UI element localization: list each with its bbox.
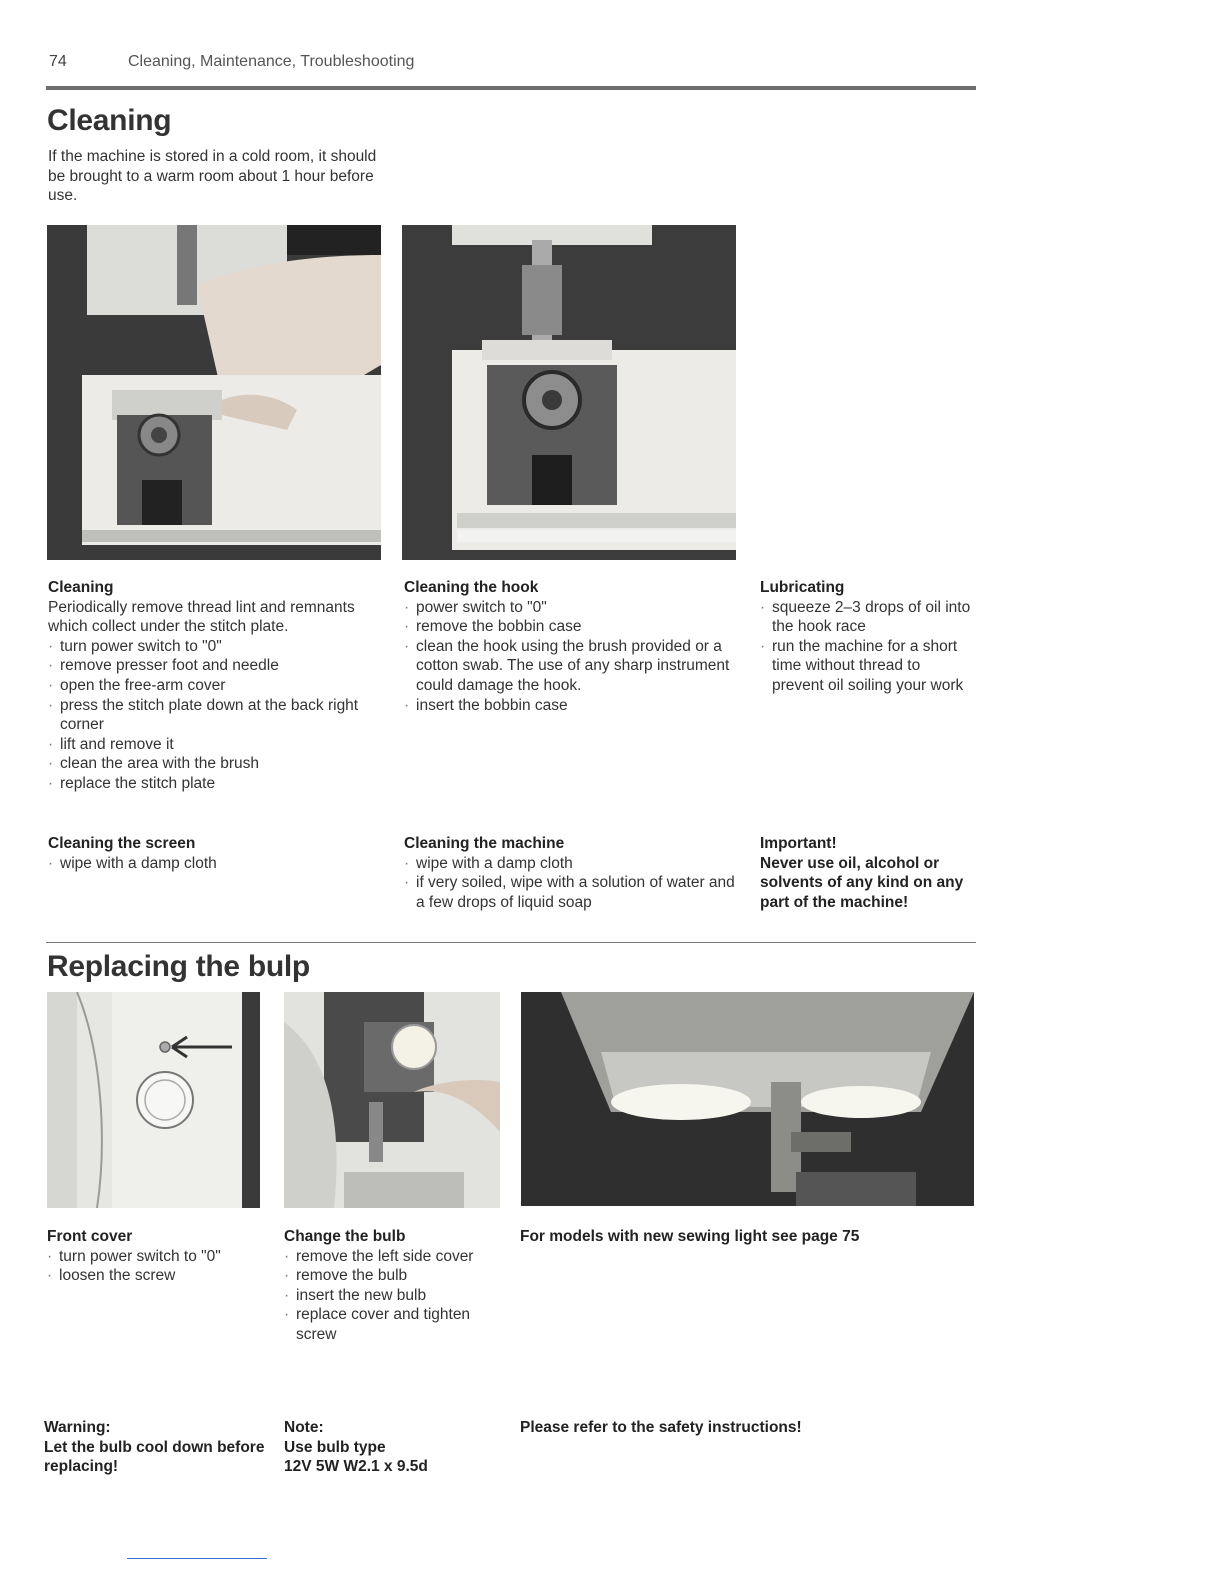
list-item: · turn power switch to "0": [47, 1247, 272, 1267]
cleaning-heading: Cleaning: [47, 104, 172, 137]
machine-block-title: Cleaning the machine: [404, 835, 565, 852]
list-item: · remove the bulb: [284, 1266, 509, 1286]
list-item: · loosen the screw: [47, 1266, 272, 1286]
screen-block-title: Cleaning the screen: [48, 835, 196, 852]
list-item: · turn power switch to "0": [48, 637, 383, 657]
note-block: [284, 1418, 509, 1477]
list-item: · insert the new bulb: [284, 1286, 509, 1306]
page-number: 74: [49, 53, 67, 70]
photo-hook-area: [402, 225, 736, 560]
list-item: · replace cover and tighten screw: [284, 1305, 509, 1344]
list-item: · insert the bobbin case: [404, 696, 744, 716]
cleaning-block-title: Cleaning: [48, 579, 114, 596]
photo-sewing-light: [521, 992, 974, 1206]
list-item: · power switch to "0": [404, 598, 744, 618]
section-divider: [46, 942, 976, 943]
hook-block-title: Cleaning the hook: [404, 579, 539, 596]
note-line1: Use bulb type: [284, 1438, 386, 1456]
screen-block: [48, 834, 383, 873]
important-text: Never use oil, alcohol or solvents of any kind on any part of the machine!: [760, 854, 964, 911]
list-item: · clean the area with the brush: [48, 754, 383, 774]
note-title: Note:: [284, 1419, 324, 1436]
photo-change-bulb: [284, 992, 500, 1208]
header-rule: [46, 86, 976, 90]
safety-note: Please refer to the safety instructions!: [520, 1419, 802, 1436]
change-bulb-block: [284, 1227, 509, 1345]
new-light-note: For models with new sewing light see page 75: [520, 1228, 860, 1245]
important-title: Important!: [760, 835, 837, 852]
hook-block: [404, 578, 744, 715]
list-item: · run the machine for a short time without thread to prevent oil soiling your work: [760, 637, 975, 696]
list-item: · squeeze 2–3 drops of oil into the hook race: [760, 598, 975, 637]
list-item: · remove presser foot and needle: [48, 656, 383, 676]
list-item: · lift and remove it: [48, 735, 383, 755]
list-item: · wipe with a damp cloth: [48, 854, 383, 874]
list-item: · if very soiled, wipe with a solution of water and a few drops of liquid soap: [404, 873, 744, 912]
list-item: · open the free-arm cover: [48, 676, 383, 696]
list-item: · press the stitch plate down at the back right corner: [48, 696, 383, 735]
warning-title: Warning:: [44, 1419, 111, 1436]
cleaning-block-text: Periodically remove thread lint and remnants which collect under the stitch plate.: [48, 598, 355, 636]
list-item: · clean the hook using the brush provided or a cotton swab. The use of any sharp instrument could damage the hook.: [404, 637, 744, 696]
bulb-heading: Replacing the bulp: [47, 950, 310, 983]
list-item: · replace the stitch plate: [48, 774, 383, 794]
photo-stitch-plate-removal: [47, 225, 381, 560]
footer-line: [127, 1558, 267, 1559]
note-line2: 12V 5W W2.1 x 9.5d: [284, 1458, 428, 1476]
lubricating-block-title: Lubricating: [760, 579, 845, 596]
list-item: · remove the bobbin case: [404, 617, 744, 637]
photo-front-cover-screw: [47, 992, 260, 1208]
warning-block: [44, 1418, 269, 1477]
machine-block: [404, 834, 744, 912]
cleaning-block: [48, 578, 383, 794]
important-block: [760, 834, 980, 912]
warning-text: Let the bulb cool down before replacing!: [44, 1438, 265, 1476]
cleaning-intro: If the machine is stored in a cold room, it should be brought to a warm room about 1 hour before use.: [48, 148, 377, 205]
lubricating-block: [760, 578, 975, 696]
section-title: Cleaning, Maintenance, Troubleshooting: [128, 53, 415, 70]
list-item: · remove the left side cover: [284, 1247, 509, 1267]
front-cover-block: [47, 1227, 272, 1286]
change-bulb-title: Change the bulb: [284, 1228, 406, 1245]
front-cover-title: Front cover: [47, 1228, 133, 1245]
list-item: · wipe with a damp cloth: [404, 854, 744, 874]
